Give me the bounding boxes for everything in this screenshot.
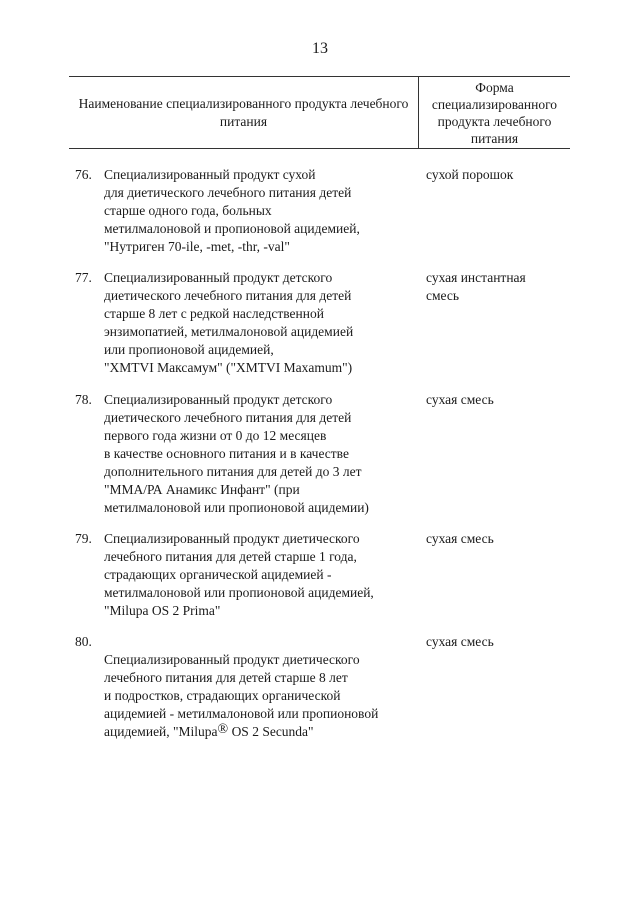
product-form: сухой порошок bbox=[426, 167, 514, 182]
table-header-bottom-rule bbox=[69, 148, 570, 149]
product-form: сухая инстантная смесь bbox=[426, 270, 526, 303]
row-number: 79. bbox=[75, 531, 92, 546]
product-form: сухая смесь bbox=[426, 634, 494, 649]
row-number: 78. bbox=[75, 392, 92, 407]
product-name bbox=[104, 633, 416, 741]
registered-mark: ® bbox=[217, 722, 229, 737]
page-number: 13 bbox=[312, 40, 328, 57]
product-name: Специализированный продукт диетического лечебного питания для детей старше 1 года, страдающих органической ацидемией - метилмалоновой или пропионовой ацидемией, "Milupa OS 2 Prima" bbox=[104, 531, 374, 618]
product-name-last-line bbox=[104, 724, 314, 739]
row-number: 77. bbox=[75, 270, 92, 285]
product-form: сухая смесь bbox=[426, 392, 494, 407]
product-name-lines: Специализированный продукт диетического лечебного питания для детей старше 8 лет и подростков, страдающих органической ацидемией - метилмалоновой или пропионовой bbox=[104, 652, 379, 721]
product-name-prefix: ацидемией, "Milupa bbox=[104, 724, 218, 739]
column-header-name: Наименование специализированного продукта лечебного питания bbox=[78, 96, 409, 129]
row-number: 80. bbox=[75, 634, 92, 649]
product-name: Специализированный продукт сухой для диетического лечебного питания детей старше одного года, больных метилмалоновой и пропионовой ацидемией, "Нутриген 70-ile, -met, -thr, -val" bbox=[104, 167, 360, 254]
column-header-form: Форма специализированного продукта лечебного питания bbox=[431, 80, 558, 146]
row-number: 76. bbox=[75, 167, 92, 182]
product-name: Специализированный продукт детского диетического лечебного питания для детей старше 8 лет с редкой наследственной энзимопатией, метилмалоновой ацидемией или пропионовой ацидемией, "ХМТVI Максамум" ("XMTVI Maxamum") bbox=[104, 270, 354, 375]
product-name: Специализированный продукт детского диетического лечебного питания для детей первого года жизни от 0 до 12 месяцев в качестве основного питания и в качестве дополнительного питания для детей до 3 лет "ММА/РА Анамикс Инфант" (при метилмалоновой или пропионовой ацидемии) bbox=[104, 392, 369, 515]
table-top-rule bbox=[69, 76, 570, 77]
product-name-suffix: OS 2 Secunda" bbox=[228, 724, 314, 739]
product-form: сухая смесь bbox=[426, 531, 494, 546]
